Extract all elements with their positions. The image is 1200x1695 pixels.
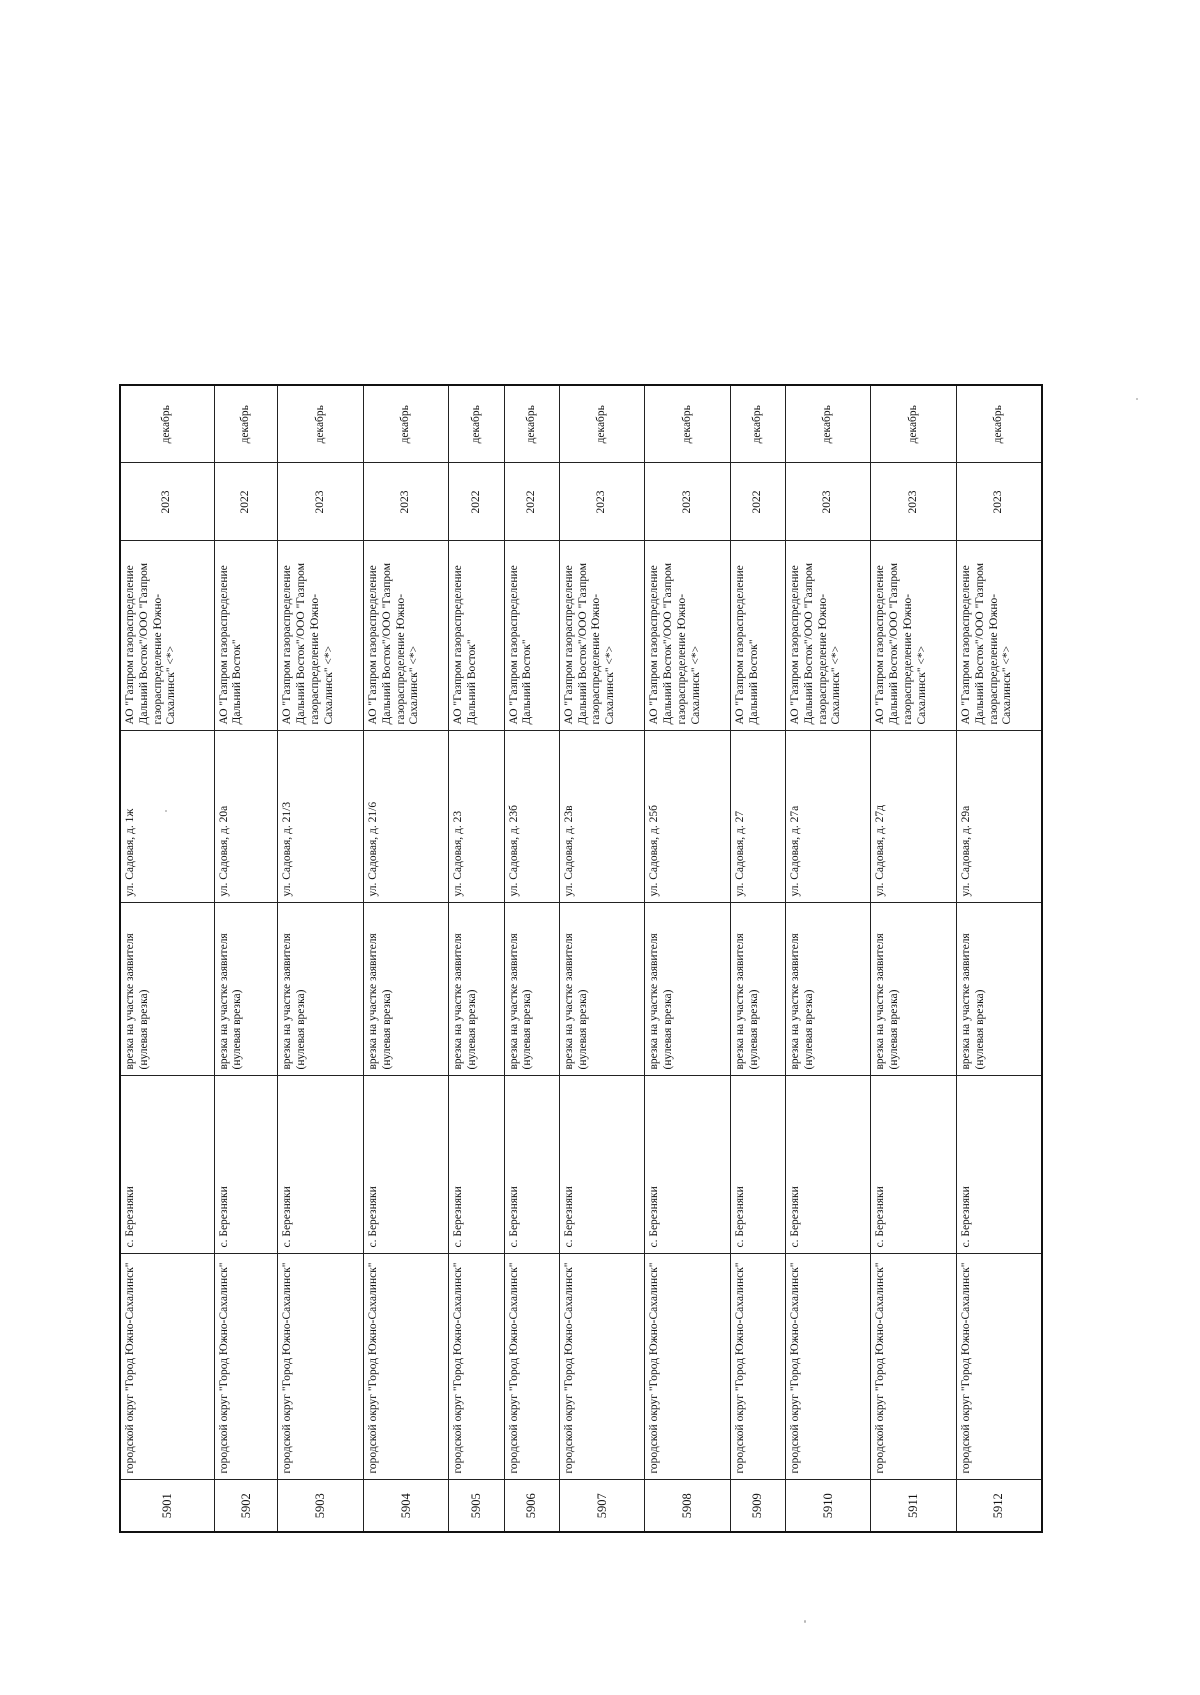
year-cell: 2022 <box>214 463 278 541</box>
address-cell: ул. Садовая, д. 29а <box>956 731 1042 903</box>
table-row <box>785 385 870 1532</box>
locality-cell: с. Березняки <box>504 1076 559 1254</box>
operator-cell: АО "Газпром газораспределение Дальний Восток"/ООО "Газпром газораспределение Южно-Сахалинск" <*> <box>871 541 956 731</box>
address-cell: ул. Садовая, д. 1ж <box>120 731 214 903</box>
rotated-table <box>119 386 1043 1533</box>
row-number: 5908 <box>645 1480 730 1532</box>
connection-type-cell: врезка на участке заявителя (нулевая врезка) <box>785 903 870 1076</box>
row-number: 5902 <box>214 1480 278 1532</box>
address-cell: ул. Садовая, д. 27д <box>871 731 956 903</box>
table-row <box>956 385 1042 1532</box>
scan-speck <box>804 1620 806 1623</box>
connection-type-cell: врезка на участке заявителя (нулевая врезка) <box>449 903 504 1076</box>
table-row <box>363 385 448 1532</box>
row-number: 5911 <box>871 1480 956 1532</box>
month-cell: декабрь <box>363 385 448 463</box>
operator-cell: АО "Газпром газораспределение Дальний Восток"/ООО "Газпром газораспределение Южно-Сахалинск" <*> <box>120 541 214 731</box>
district-cell: городской округ "Город Южно-Сахалинск" <box>785 1254 870 1480</box>
operator-cell: АО "Газпром газораспределение Дальний Восток"/ООО "Газпром газораспределение Южно-Сахалинск" <*> <box>785 541 870 731</box>
locality-cell: с. Березняки <box>363 1076 448 1254</box>
connection-type-cell: врезка на участке заявителя (нулевая врезка) <box>504 903 559 1076</box>
row-number: 5905 <box>449 1480 504 1532</box>
address-cell: ул. Садовая, д. 23в <box>559 731 644 903</box>
district-cell: городской округ "Город Южно-Сахалинск" <box>956 1254 1042 1480</box>
district-cell: городской округ "Город Южно-Сахалинск" <box>645 1254 730 1480</box>
row-number: 5906 <box>504 1480 559 1532</box>
locality-cell: с. Березняки <box>645 1076 730 1254</box>
table-row <box>504 385 559 1532</box>
address-cell: ул. Садовая, д. 27а <box>785 731 870 903</box>
operator-cell: АО "Газпром газораспределение Дальний Восток" <box>214 541 278 731</box>
operator-cell: АО "Газпром газораспределение Дальний Восток"/ООО "Газпром газораспределение Южно-Сахалинск" <*> <box>559 541 644 731</box>
district-cell: городской округ "Город Южно-Сахалинск" <box>278 1254 363 1480</box>
address-cell: ул. Садовая, д. 20а <box>214 731 278 903</box>
year-cell: 2023 <box>120 463 214 541</box>
scan-speck <box>1136 398 1138 400</box>
locality-cell: с. Березняки <box>120 1076 214 1254</box>
operator-cell: АО "Газпром газораспределение Дальний Восток"/ООО "Газпром газораспределение Южно-Сахалинск" <*> <box>956 541 1042 731</box>
year-cell: 2023 <box>785 463 870 541</box>
locality-cell: с. Березняки <box>785 1076 870 1254</box>
district-cell: городской округ "Город Южно-Сахалинск" <box>120 1254 214 1480</box>
connection-type-cell: врезка на участке заявителя (нулевая врезка) <box>730 903 785 1076</box>
address-cell: ул. Садовая, д. 21/6 <box>363 731 448 903</box>
table-row <box>645 385 730 1532</box>
operator-cell: АО "Газпром газораспределение Дальний Восток"/ООО "Газпром газораспределение Южно-Сахалинск" <*> <box>363 541 448 731</box>
locality-cell: с. Березняки <box>559 1076 644 1254</box>
connection-type-cell: врезка на участке заявителя (нулевая врезка) <box>214 903 278 1076</box>
connection-type-cell: врезка на участке заявителя (нулевая врезка) <box>871 903 956 1076</box>
row-number: 5907 <box>559 1480 644 1532</box>
month-cell: декабрь <box>278 385 363 463</box>
row-number: 5910 <box>785 1480 870 1532</box>
district-cell: городской округ "Город Южно-Сахалинск" <box>363 1254 448 1480</box>
address-cell: ул. Садовая, д. 23б <box>504 731 559 903</box>
rotated-table-frame <box>119 386 1043 1533</box>
month-cell: декабрь <box>956 385 1042 463</box>
month-cell: декабрь <box>214 385 278 463</box>
year-cell: 2023 <box>559 463 644 541</box>
month-cell: декабрь <box>645 385 730 463</box>
operator-cell: АО "Газпром газораспределение Дальний Восток" <box>449 541 504 731</box>
row-number: 5909 <box>730 1480 785 1532</box>
row-number: 5904 <box>363 1480 448 1532</box>
locality-cell: с. Березняки <box>730 1076 785 1254</box>
table-body <box>120 385 1042 1532</box>
district-cell: городской округ "Город Южно-Сахалинск" <box>504 1254 559 1480</box>
month-cell: декабрь <box>730 385 785 463</box>
year-cell: 2023 <box>363 463 448 541</box>
table-row <box>120 385 214 1532</box>
locality-cell: с. Березняки <box>449 1076 504 1254</box>
year-cell: 2022 <box>504 463 559 541</box>
month-cell: декабрь <box>785 385 870 463</box>
address-cell: ул. Садовая, д. 27 <box>730 731 785 903</box>
district-cell: городской округ "Город Южно-Сахалинск" <box>559 1254 644 1480</box>
row-number: 5912 <box>956 1480 1042 1532</box>
connection-type-cell: врезка на участке заявителя (нулевая врезка) <box>278 903 363 1076</box>
month-cell: декабрь <box>120 385 214 463</box>
connection-type-cell: врезка на участке заявителя (нулевая врезка) <box>956 903 1042 1076</box>
operator-cell: АО "Газпром газораспределение Дальний Восток" <box>504 541 559 731</box>
table-row <box>449 385 504 1532</box>
locality-cell: с. Березняки <box>956 1076 1042 1254</box>
year-cell: 2022 <box>449 463 504 541</box>
gas-connection-table <box>119 384 1043 1533</box>
month-cell: декабрь <box>871 385 956 463</box>
table-row <box>559 385 644 1532</box>
year-cell: 2023 <box>871 463 956 541</box>
connection-type-cell: врезка на участке заявителя (нулевая врезка) <box>645 903 730 1076</box>
table-row <box>871 385 956 1532</box>
connection-type-cell: врезка на участке заявителя (нулевая врезка) <box>559 903 644 1076</box>
locality-cell: с. Березняки <box>871 1076 956 1254</box>
month-cell: декабрь <box>504 385 559 463</box>
row-number: 5903 <box>278 1480 363 1532</box>
locality-cell: с. Березняки <box>278 1076 363 1254</box>
district-cell: городской округ "Город Южно-Сахалинск" <box>449 1254 504 1480</box>
operator-cell: АО "Газпром газораспределение Дальний Восток" <box>730 541 785 731</box>
district-cell: городской округ "Город Южно-Сахалинск" <box>730 1254 785 1480</box>
month-cell: декабрь <box>559 385 644 463</box>
year-cell: 2023 <box>645 463 730 541</box>
connection-type-cell: врезка на участке заявителя (нулевая врезка) <box>120 903 214 1076</box>
address-cell: ул. Садовая, д. 23 <box>449 731 504 903</box>
locality-cell: с. Березняки <box>214 1076 278 1254</box>
district-cell: городской округ "Город Южно-Сахалинск" <box>871 1254 956 1480</box>
year-cell: 2023 <box>278 463 363 541</box>
operator-cell: АО "Газпром газораспределение Дальний Восток"/ООО "Газпром газораспределение Южно-Сахалинск" <*> <box>278 541 363 731</box>
month-cell: декабрь <box>449 385 504 463</box>
connection-type-cell: врезка на участке заявителя (нулевая врезка) <box>363 903 448 1076</box>
year-cell: 2022 <box>730 463 785 541</box>
address-cell: ул. Садовая, д. 21/3 <box>278 731 363 903</box>
district-cell: городской округ "Город Южно-Сахалинск" <box>214 1254 278 1480</box>
table-row <box>730 385 785 1532</box>
address-cell: ул. Садовая, д. 25б <box>645 731 730 903</box>
table-row <box>214 385 278 1532</box>
year-cell: 2023 <box>956 463 1042 541</box>
table-row <box>278 385 363 1532</box>
row-number: 5901 <box>120 1480 214 1532</box>
operator-cell: АО "Газпром газораспределение Дальний Восток"/ООО "Газпром газораспределение Южно-Сахалинск" <*> <box>645 541 730 731</box>
